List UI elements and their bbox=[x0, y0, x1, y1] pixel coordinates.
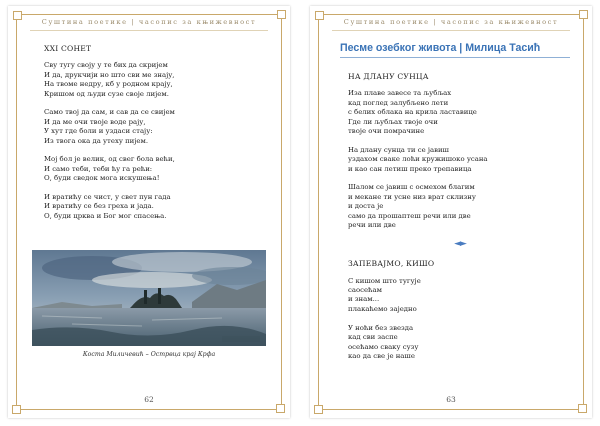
painting-caption: Коста Миличевић – Острвца крај Крфа bbox=[82, 351, 216, 358]
stanza bbox=[44, 193, 270, 221]
stanza bbox=[348, 277, 572, 315]
poem-line: уздахом сваке лоћи кружишоко усана bbox=[348, 155, 488, 164]
poem-line: твоје очи помрачине bbox=[348, 127, 425, 136]
poem-line: С кишом што тугује bbox=[348, 276, 421, 285]
running-head: Суштина поетике | часопис за књижевност bbox=[343, 18, 559, 26]
poem-line: И вратићу се без греха и јада. bbox=[44, 202, 154, 211]
poem-line: Сву тугу своју у те бих да скријем bbox=[44, 61, 168, 70]
poem-line: само да прошаптеш речи или две bbox=[348, 211, 471, 220]
painting-svg bbox=[32, 250, 266, 346]
poem-title: ЗАПЕВАЈМО, КИШО bbox=[348, 259, 435, 269]
poems bbox=[348, 72, 572, 371]
poem-line: с белих облака на крила ластавице bbox=[348, 108, 477, 117]
stanza bbox=[348, 324, 572, 362]
poem-line: И вратићу се чист, у свет пун гада bbox=[44, 193, 171, 202]
poem-line: и мекане ти усне низ врат склизну bbox=[348, 192, 476, 201]
painting-image bbox=[32, 250, 266, 346]
poem-line: Шалом се јавиш с осмехом благим bbox=[348, 183, 475, 192]
sonnet bbox=[44, 44, 270, 231]
poem-line: Из твога ока да утеху пијем. bbox=[44, 136, 149, 145]
poem-line: као да све је наше bbox=[348, 351, 415, 360]
poem-line: Мој бол је велик, од свег бола већи, bbox=[44, 155, 175, 164]
author-heading: Песме озебког живота | Милица Тасић bbox=[340, 42, 541, 54]
poem-line: О, буди црква и Бог мог спасења. bbox=[44, 211, 167, 220]
left-page bbox=[8, 6, 290, 418]
poem-line: Кришом од људи сузе своје лијем. bbox=[44, 89, 169, 98]
frame-corner bbox=[314, 405, 323, 414]
poem-line: Само твој да сам, и сав да се свијем bbox=[44, 108, 175, 117]
stanza bbox=[44, 155, 270, 183]
poem-body bbox=[348, 89, 572, 230]
stanza bbox=[348, 89, 572, 136]
sonnet-body bbox=[44, 61, 270, 221]
poem-line: и као сан летиш преко трепавица bbox=[348, 164, 472, 173]
poem-line: и знам... bbox=[348, 295, 380, 304]
poem-title: XXI СОНЕТ bbox=[44, 44, 92, 53]
poem-line: кад сви заспе bbox=[348, 333, 398, 342]
poem-line: кад поглед залубљено лети bbox=[348, 98, 449, 107]
poem-line: И само теби, теби ћу га рећи: bbox=[44, 164, 153, 173]
poem-line: На длану сунца ти се јавиш bbox=[348, 145, 449, 154]
poem-line: И да ме очи твоје воде рају, bbox=[44, 117, 146, 126]
stanza bbox=[44, 108, 270, 146]
poem-line: У хут где боли и уздаси стају: bbox=[44, 127, 153, 136]
stanza bbox=[348, 183, 572, 230]
poem-line: У ноћи без звезда bbox=[348, 323, 414, 332]
stanza bbox=[44, 61, 270, 99]
running-head: Суштина поетике | часопис за књижевност bbox=[41, 18, 257, 26]
poem-line: саосећам bbox=[348, 286, 382, 295]
frame-corner bbox=[12, 405, 21, 414]
head-rule bbox=[30, 30, 268, 31]
head-rule bbox=[332, 30, 570, 31]
page-number: 62 bbox=[144, 395, 154, 404]
poem-line: Иза плаве завесе та љубљах bbox=[348, 89, 452, 98]
poem-line: На твоме недру, кб у родном крају, bbox=[44, 80, 173, 89]
stanza bbox=[348, 146, 572, 174]
poem-line: И да, друкчији но што сви ме знају, bbox=[44, 70, 175, 79]
poem-line: и доста је bbox=[348, 202, 384, 211]
poem-line: Где ли љубљах твоје очи bbox=[348, 117, 438, 126]
poem-body bbox=[348, 277, 572, 362]
right-page bbox=[310, 6, 592, 418]
poem-line: речи или две bbox=[348, 221, 396, 230]
author-rule bbox=[340, 57, 570, 58]
poem-line: О, буди сведок мога искушења! bbox=[44, 174, 160, 183]
poem-title: НА ДЛАНУ СУНЦА bbox=[348, 72, 429, 81]
poem-line: плакаћемо заједно bbox=[348, 304, 417, 313]
poem-line: осећамо сваку сузу bbox=[348, 342, 419, 351]
divider-ornament-icon: ◄► bbox=[454, 238, 466, 249]
page-number: 63 bbox=[446, 395, 456, 404]
